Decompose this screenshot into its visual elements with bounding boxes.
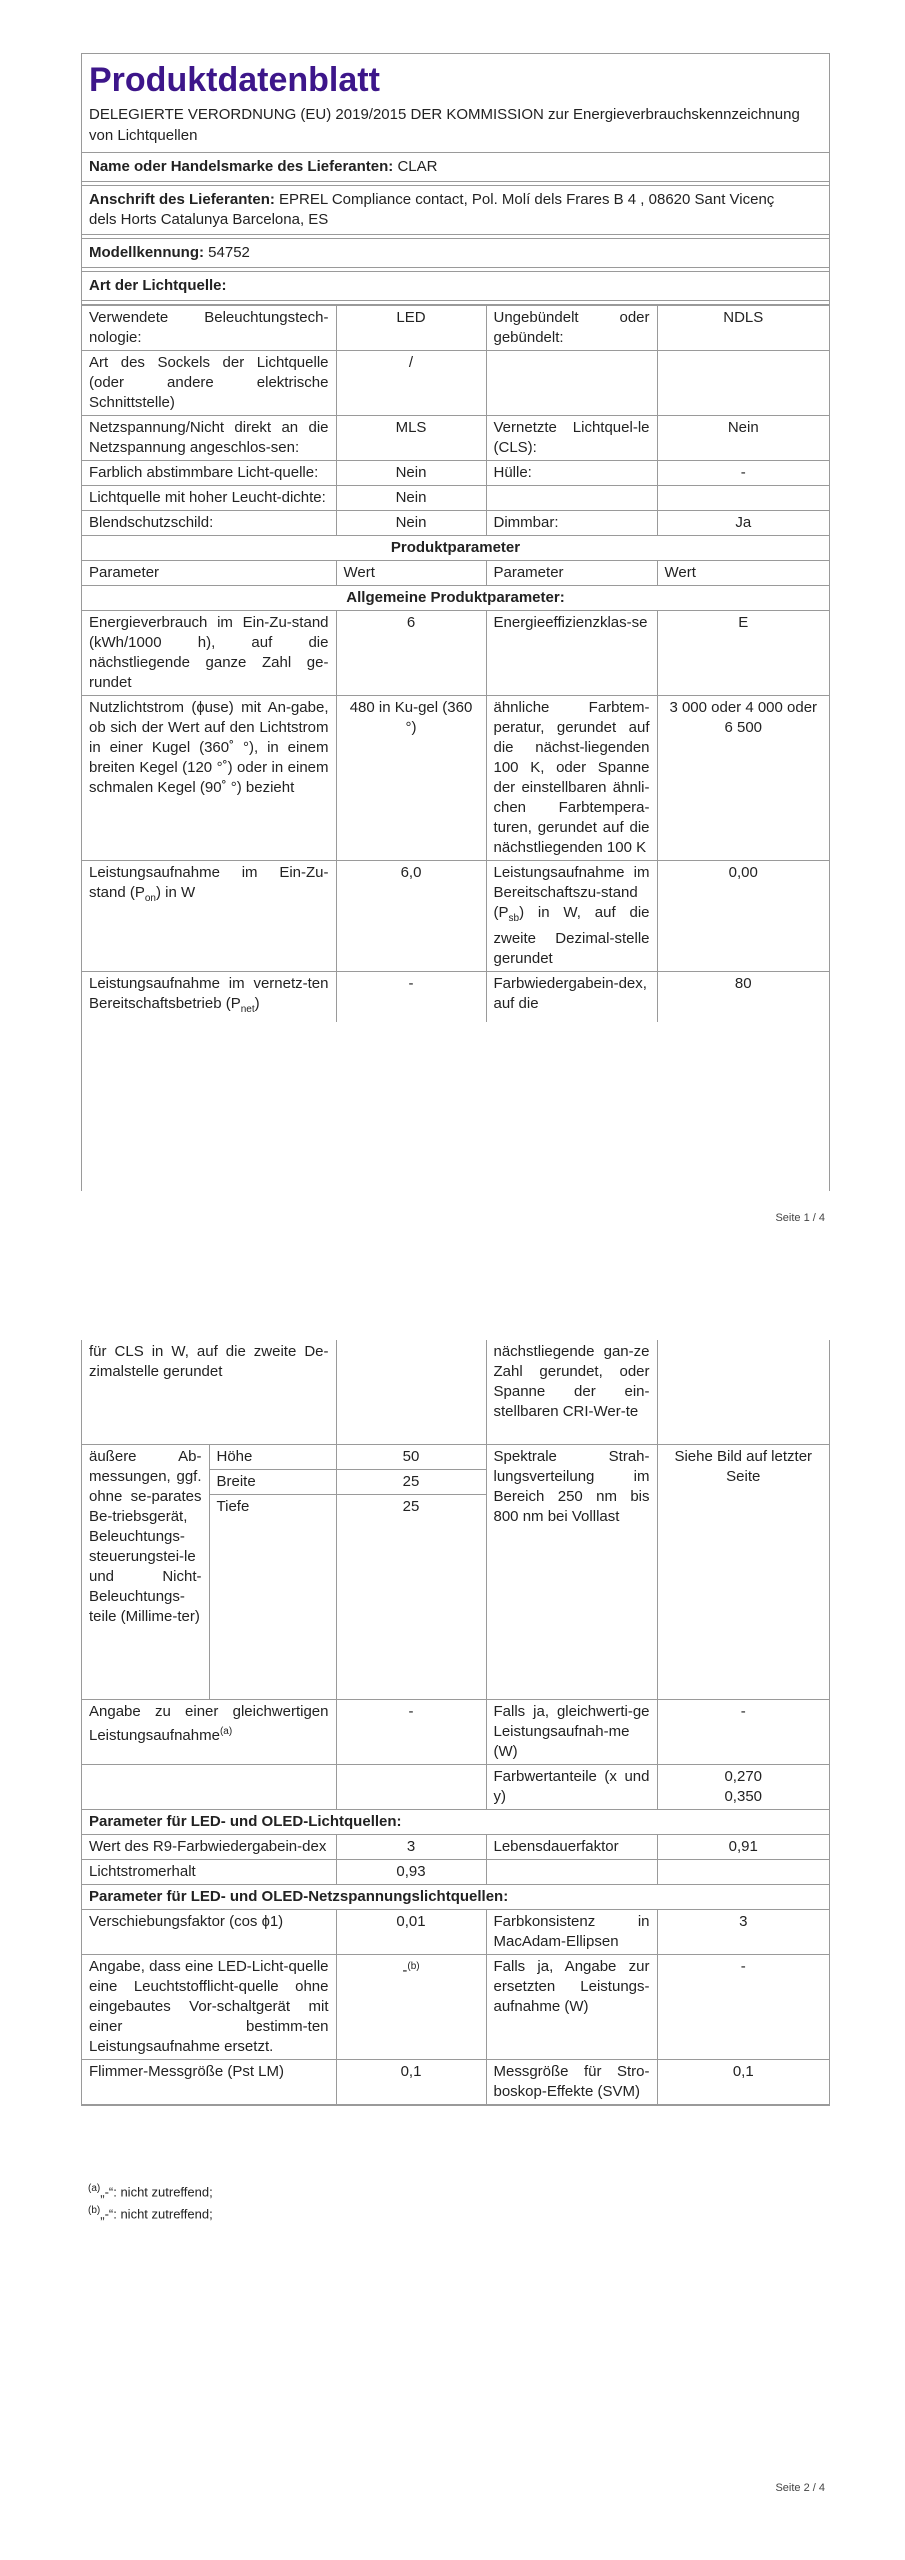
table-row — [82, 1765, 829, 1810]
luminous-flux-value: 480 in Ku-gel (360 °) — [336, 696, 486, 861]
light-source-cell-l1: Art des Sockels der Lichtquelle (oder andere elektrische Schnittstelle) — [82, 351, 336, 416]
equiv-footnote-mark: (a) — [219, 1726, 233, 1737]
energy-consumption-value: 6 — [336, 611, 486, 696]
general-params-heading: Allgemeine Produktparameter: — [82, 586, 829, 611]
light-source-type-table — [82, 305, 829, 1022]
empty-cell — [657, 1860, 829, 1885]
product-params-table-cont — [82, 1340, 829, 2105]
dim-width-value: 25 — [337, 1470, 486, 1495]
r9-label: Wert des R9-Farbwiedergabein-dex — [82, 1835, 336, 1860]
light-source-cell-l2: Dimmbar: — [486, 511, 657, 536]
pnet-value: - — [336, 972, 486, 1023]
psb-value: 0,00 — [657, 861, 829, 972]
pon-label — [82, 861, 336, 972]
regulation-subtitle: DELEGIERTE VERORDNUNG (EU) 2019/2015 DER KOMMISSION zur Energieverbrauchskennzeichnung von Lichtquellen — [82, 102, 829, 153]
supplier-address-line2: dels Horts Catalunya Barcelona, ES — [89, 211, 329, 228]
light-source-cell-v2 — [657, 351, 829, 416]
chromaticity-x: 0,270 — [724, 1768, 763, 1785]
light-source-cell-v2: - — [657, 461, 829, 486]
lumen-maintenance-value: 0,93 — [336, 1860, 486, 1885]
page-1 — [0, 0, 905, 1250]
light-source-cell-l2 — [486, 486, 657, 511]
dim-height-name: Höhe — [209, 1445, 336, 1470]
dim-width-name: Breite — [209, 1470, 336, 1495]
macadam-value: 3 — [657, 1910, 829, 1955]
psb-label-text: Leistungsaufnahme im Bereitschaftszu-stand (P — [493, 864, 650, 921]
footnote-b-text: „-“: nicht zutreffend; — [100, 2206, 213, 2222]
displacement-factor-label: Verschiebungsfaktor (cos ɸ1) — [82, 1910, 336, 1955]
empty-cell — [486, 1860, 657, 1885]
table-row — [82, 1910, 829, 1955]
cri-label: Farbwiedergabein-dex, auf die — [486, 972, 657, 1023]
footnote-b — [88, 2202, 213, 2223]
pon-sub: on — [144, 893, 156, 904]
svm-label: Messgröße für Stro-boskop-Effekte (SVM) — [486, 2060, 657, 2105]
table-row — [82, 696, 829, 861]
light-source-cell-v1: Nein — [336, 461, 486, 486]
svm-value: 0,1 — [657, 2060, 829, 2105]
light-source-type-heading: Art der Lichtquelle: — [82, 272, 829, 301]
led-oled-mains-heading: Parameter für LED- und OLED-Netzspannungslichtquellen: — [82, 1885, 829, 1910]
light-source-cell-v1: Nein — [336, 486, 486, 511]
energy-consumption-label: Energieverbrauch im Ein-Zu-stand (kWh/1000 h), auf die nächstliegende ganze Zahl ge-rundet — [82, 611, 336, 696]
light-source-cell-v1: MLS — [336, 416, 486, 461]
dim-depth-name: Tiefe — [216, 1498, 250, 1515]
dimensions-row — [82, 1445, 829, 1700]
luminous-flux-label: Nutzlichtstrom (ɸuse) mit An-gabe, ob sich der Wert auf den Lichtstrom in einer Kugel (360˚ °), in einem breiten Kegel (120 °˚) oder in einem schmalen Kegel (90˚ °) bezieht — [82, 696, 336, 861]
replacement-label: Angabe, dass eine LED-Licht-quelle eine Leuchtstofflicht-quelle ohne eingebautes Vor-schaltgerät mit einer bestimm-ten Leistungsaufnahme ersetzt. — [82, 1955, 336, 2060]
light-source-cell-l2: Hülle: — [486, 461, 657, 486]
light-source-cell-l1: Farblich abstimmbare Licht-quelle: — [82, 461, 336, 486]
supplier-address-line1-wrap — [89, 190, 822, 210]
pnet-label — [82, 972, 336, 1023]
cct-value: 3 000 oder 4 000 oder 6 500 — [657, 696, 829, 861]
equiv-power-label-text: Angabe zu einer gleichwertigen Leistungsaufnahme — [89, 1703, 329, 1744]
psb-label-unit: ) in W, auf die zweite Dezimal-stelle gerundet — [493, 904, 650, 967]
page-title: Produktdatenblatt — [89, 61, 380, 99]
pnet-label-cont: für CLS in W, auf die zweite De-zimalstelle gerundet — [82, 1340, 336, 1445]
replacement-value-text: - — [402, 1962, 408, 1979]
empty-cell — [336, 1765, 486, 1810]
table-row — [82, 1700, 829, 1765]
model-id-value: 54752 — [208, 244, 250, 261]
led-oled-heading: Parameter für LED- und OLED-Lichtquellen: — [82, 1810, 829, 1835]
displacement-factor-value: 0,01 — [336, 1910, 486, 1955]
light-source-cell-l2: Ungebündelt oder gebündelt: — [486, 306, 657, 351]
light-source-cell-l1: Netzspannung/Nicht direkt an die Netzspannung angeschlos-sen: — [82, 416, 336, 461]
light-source-row — [82, 511, 829, 536]
light-source-row — [82, 416, 829, 461]
datasheet-page-2 — [81, 1340, 830, 2106]
equiv-yes-value: - — [657, 1700, 829, 1765]
dimension-values-cell — [336, 1445, 486, 1700]
empty-cell — [82, 1765, 336, 1810]
product-params-heading: Produktparameter — [82, 536, 829, 561]
table-row — [82, 1340, 829, 1445]
psb-label — [486, 861, 657, 972]
param-col-header: Parameter — [486, 561, 657, 586]
chromaticity-label: Farbwertanteile (x und y) — [486, 1765, 657, 1810]
supplier-address-line1: EPREL Compliance contact, Pol. Molí dels Frares B 4 , 08620 Sant Vicenç — [279, 191, 775, 208]
light-source-cell-v1: LED — [336, 306, 486, 351]
light-source-cell-v2: Nein — [657, 416, 829, 461]
value-col-header: Wert — [657, 561, 829, 586]
spd-label: Spektrale Strah-lungsverteilung im Bereich 250 nm bis 800 nm bei Volllast — [486, 1445, 657, 1700]
supplier-name-row — [82, 153, 829, 182]
dimensions-subtable — [82, 1445, 336, 1699]
supplier-name-value: CLAR — [397, 158, 438, 175]
replacement-footnote-mark: (b) — [407, 1961, 420, 1972]
table-row — [82, 1835, 829, 1860]
model-id-label: Modellkennung: — [89, 244, 204, 261]
supplier-address-label: Anschrift des Lieferanten: — [89, 191, 275, 208]
table-row — [82, 1955, 829, 2060]
pnet-value-cont — [336, 1340, 486, 1445]
pon-value: 6,0 — [336, 861, 486, 972]
light-source-cell-l1: Lichtquelle mit hoher Leucht-dichte: — [82, 486, 336, 511]
survival-factor-value: 0,91 — [657, 1835, 829, 1860]
table-row — [82, 2060, 829, 2105]
pon-label-unit: ) in W — [156, 884, 196, 901]
energy-class-value: E — [657, 611, 829, 696]
param-header-row — [82, 561, 829, 586]
light-source-row — [82, 486, 829, 511]
light-source-cell-l2: Vernetzte Lichtquel-le (CLS): — [486, 416, 657, 461]
table-row — [82, 611, 829, 696]
light-source-cell-v2: Ja — [657, 511, 829, 536]
macadam-label: Farbkonsistenz in MacAdam-Ellipsen — [486, 1910, 657, 1955]
pon-label-text: Leistungsaufnahme im Ein-Zu-stand (P — [89, 864, 329, 901]
light-source-row — [82, 461, 829, 486]
table-row — [82, 861, 829, 972]
supplier-address-row — [82, 186, 829, 235]
light-source-row — [82, 351, 829, 416]
footnote-b-mark: (b) — [88, 2205, 101, 2216]
equiv-yes-label: Falls ja, gleichwerti-ge Leistungsaufnah-me (W) — [486, 1700, 657, 1765]
dim-height-value: 50 — [337, 1445, 486, 1470]
light-source-cell-v1: / — [336, 351, 486, 416]
light-source-cell-l1: Blendschutzschild: — [82, 511, 336, 536]
page-number: Seite 1 / 4 — [775, 1212, 825, 1224]
replacement-yes-label: Falls ja, Angabe zur ersetzten Leistungs-aufnahme (W) — [486, 1955, 657, 2060]
r9-value: 3 — [336, 1835, 486, 1860]
footnote-a — [88, 2180, 213, 2201]
value-col-header: Wert — [336, 561, 486, 586]
pnet-sub: net — [240, 1004, 255, 1015]
dimensions-cell — [82, 1445, 336, 1700]
table-row — [82, 972, 829, 1023]
cri-value-cont — [657, 1340, 829, 1445]
light-source-cell-v2 — [657, 486, 829, 511]
model-id-row — [82, 239, 829, 268]
flicker-value: 0,1 — [336, 2060, 486, 2105]
pnet-label-text: Leistungsaufnahme im vernetz-ten Bereitschaftsbetrieb (P — [89, 975, 329, 1012]
footnote-a-mark: (a) — [88, 2183, 101, 2194]
page-number: Seite 2 / 4 — [775, 2482, 825, 2494]
cct-label: ähnliche Farbtem-peratur, gerundet auf die nächst-liegenden 100 K, oder Spanne der einstellbaren ähnli-chen Farbtempera-turen, gerundet auf die nächstliegenden 100 K — [486, 696, 657, 861]
light-source-cell-v1: Nein — [336, 511, 486, 536]
table-row — [82, 1860, 829, 1885]
dimensions-label: äußere Ab-messungen, ggf. ohne se-parates Be-triebsgerät, Beleuchtungs-steuerungstei-le und Nicht-Beleuchtungs-teile (Millime-ter) — [82, 1445, 209, 1699]
light-source-row — [82, 306, 829, 351]
light-source-cell-l1: Verwendete Beleuchtungstech-nologie: — [82, 306, 336, 351]
lumen-maintenance-label: Lichtstromerhalt — [82, 1860, 336, 1885]
param-col-header: Parameter — [82, 561, 336, 586]
footnote-a-text: „-“: nicht zutreffend; — [100, 2184, 213, 2200]
replacement-yes-value: - — [657, 1955, 829, 2060]
cri-label-cont: nächstliegende gan-ze Zahl gerundet, oder Spanne der ein-stellbaren CRI-Wer-te — [486, 1340, 657, 1445]
flicker-label: Flimmer-Messgröße (Pst LM) — [82, 2060, 336, 2105]
replacement-value — [336, 1955, 486, 2060]
light-source-cell-v2: NDLS — [657, 306, 829, 351]
energy-class-label: Energieeffizienzklas-se — [486, 611, 657, 696]
datasheet-page-1 — [81, 53, 830, 1191]
pnet-label-unit: ) — [254, 995, 260, 1012]
light-source-cell-l2 — [486, 351, 657, 416]
supplier-name-label: Name oder Handelsmarke des Lieferanten: — [89, 158, 394, 175]
psb-sub: sb — [508, 913, 520, 924]
equiv-power-value: - — [336, 1700, 486, 1765]
chromaticity-y: 0,350 — [724, 1788, 763, 1805]
survival-factor-label: Lebensdauerfaktor — [486, 1835, 657, 1860]
equiv-power-label — [82, 1700, 336, 1765]
spd-value: Siehe Bild auf letzter Seite — [657, 1445, 829, 1700]
chromaticity-value — [657, 1765, 829, 1810]
page-2 — [0, 1250, 905, 2560]
dim-depth-value: 25 — [402, 1498, 420, 1515]
cri-value: 80 — [657, 972, 829, 1023]
